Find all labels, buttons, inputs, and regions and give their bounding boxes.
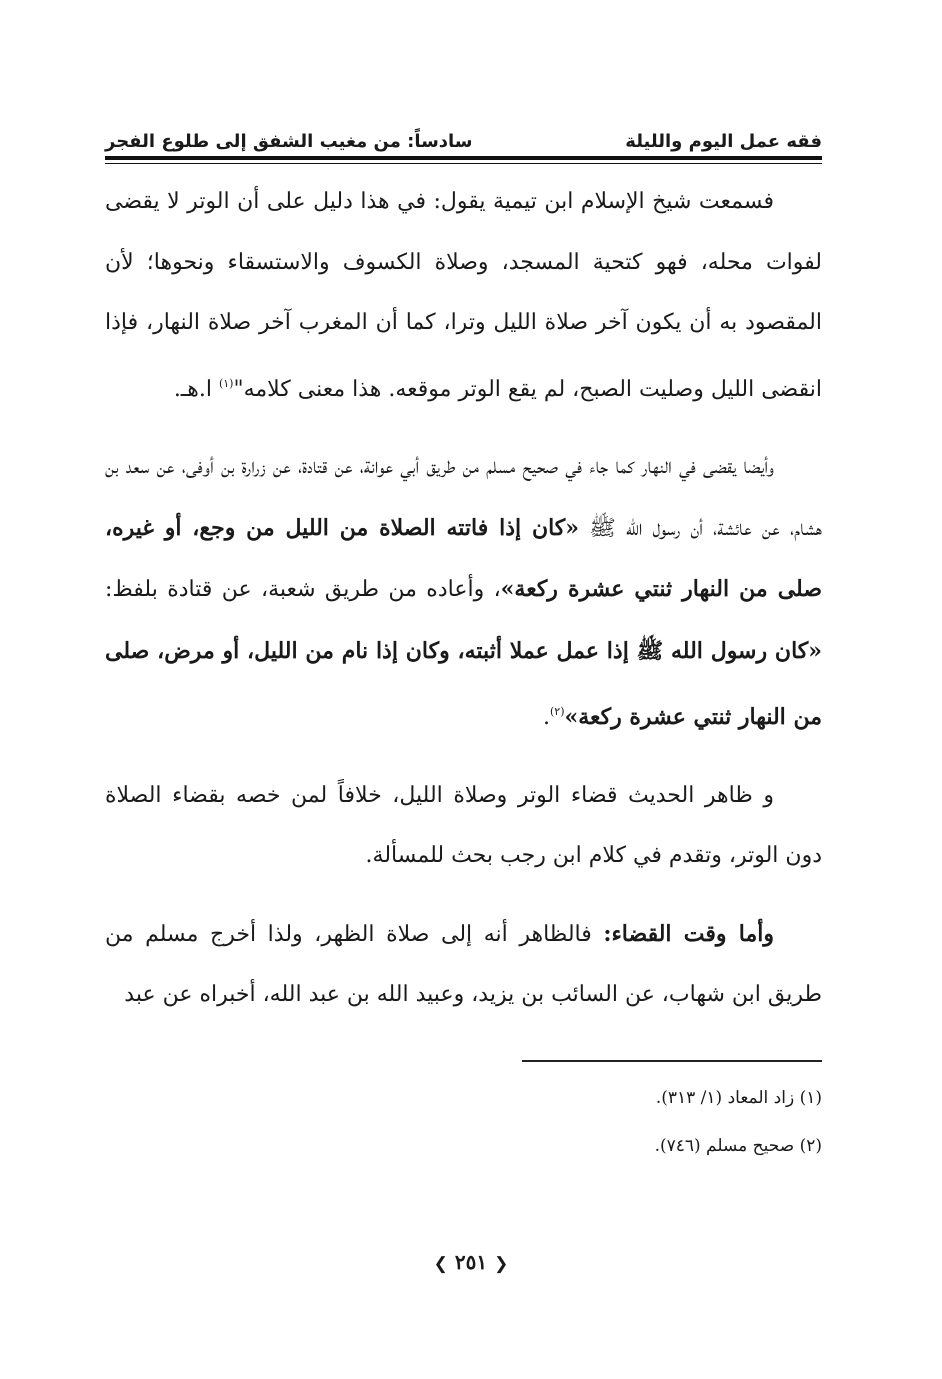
running-header [105,120,822,160]
chapter-title: سادساً: من مغيب الشفق إلى طلوع الفجر [105,131,473,152]
footnote-divider [522,1060,822,1062]
body-text [105,172,822,1026]
ornament-left-icon: ❮ [433,1254,448,1274]
page-number [371,1250,571,1274]
paragraph-2-text-b: ، وأعاده من طريق شعبة، عن قتادة بلفظ: [105,577,501,602]
paragraph-2-text-a: وأيضا يقضى في النهار كما جاء في صحيح مسلم من طريق أبي عوانة، عن قتادة، عن زرارة بن أوفى، عن سعد بن هشام، عن عائشة، أن رسول الله ﷺ [105,454,822,541]
book-title: فقه عمل اليوم والليلة [625,131,822,152]
footnotes [105,1074,822,1170]
paragraph-1-text: فسمعت شيخ الإسلام ابن تيمية يقول: في هذا دليل على أن الوتر لا يقضى لفوات محله، فهو كتحية المسجد، وصلاة الكسوف والاستسقاء ونحوها؛ لأن المقصود به أن يكون آخر صلاة الليل وترا، كما أن المغرب آخر صلاة النهار، فإذا انقضى الليل وصليت الصبح، لم يقع الوتر موقعه. هذا معنى كلامه" [105,189,822,402]
footnote-ref-1[interactable]: (١) [218,376,234,390]
section-lead: وأما وقت القضاء: [603,920,775,947]
footnote-ref-2[interactable]: (٢) [549,705,565,718]
paragraph-2-tail: . [542,705,550,730]
footnote-2: (٢) صحيح مسلم (٧٤٦). [654,1136,822,1156]
hadith-quote-2: «كان رسول الله ﷺ إذا عمل عملا أثبته، وكان إذا نام من الليل، أو مرض، صلى من النهار ثنتي عشرة ركعة» [105,637,822,730]
paragraph-2 [105,437,822,749]
ornament-right-icon: ❯ [494,1254,509,1274]
hadith-quote-1: «كان إذا فاتته الصلاة من الليل من وجع، أو غيره، صلى من النهار ثنتي عشرة ركعة» [105,514,822,602]
paragraph-3 [105,766,822,887]
page-number-value: ٢٥١ [454,1250,488,1274]
paragraph-4-text: فالظاهر أنه إلى صلاة الظهر، ولذا أخرج مسلم من طريق ابن شهاب، عن السائب بن يزيد، وعبيد الله بن عبد الله، أخبراه عن عبد [105,921,822,1007]
paragraph-4 [105,904,822,1026]
footnote-1: (١) زاد المعاد (١/ ٣١٣). [655,1088,822,1108]
paragraph-3-text: و ظاهر الحديث قضاء الوتر وصلاة الليل، خلافاً لمن خصه بقضاء الصلاة دون الوتر، وتقدم في كلام ابن رجب بحث للمسألة. [105,782,822,868]
paragraph-1-tail: ا.هـ. [173,376,219,402]
paragraph-1 [105,172,822,420]
